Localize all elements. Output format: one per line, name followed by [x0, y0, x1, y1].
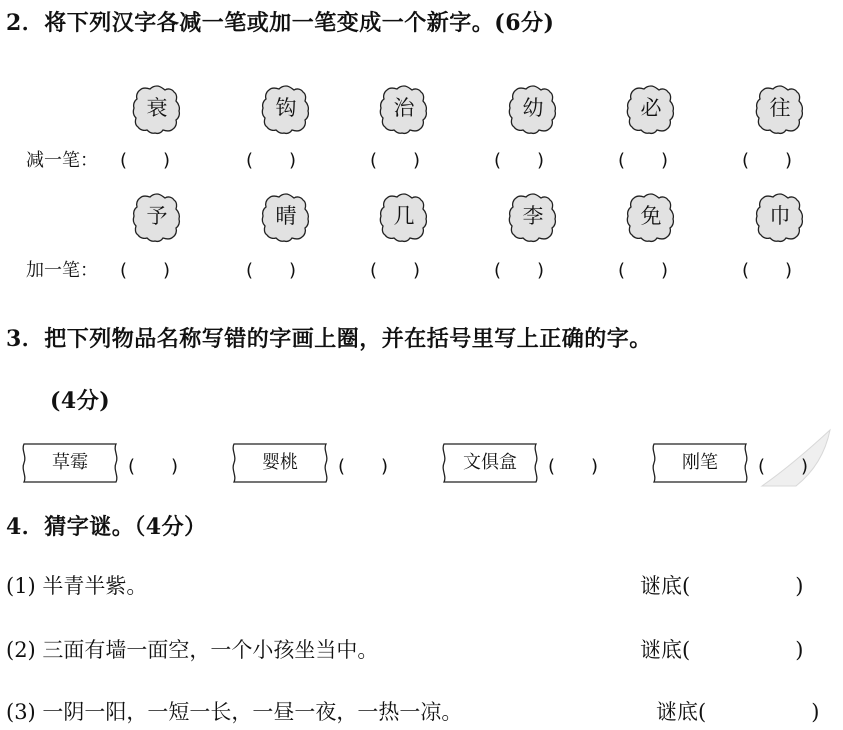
answer-blank[interactable]: ( )	[548, 456, 599, 477]
flower-char-add-4: 李	[506, 190, 560, 244]
answer-blank[interactable]: ( )	[120, 260, 171, 281]
answer-blank[interactable]: ( )	[246, 150, 297, 171]
answer-blank[interactable]: ( )	[246, 260, 297, 281]
answer-blank[interactable]: ( )	[494, 150, 545, 171]
answer-blank[interactable]: ( )	[338, 456, 389, 477]
add-label: 加一笔：	[26, 260, 98, 281]
riddle-1: (1) 半青半紫。	[6, 574, 148, 598]
q4-title: 4．猜字谜。（4分）	[6, 514, 207, 540]
answer-blank[interactable]: ( )	[618, 260, 669, 281]
flower-char-add-3: 几	[377, 190, 431, 244]
scroll-item-1: 草霉	[20, 442, 120, 484]
flower-char-add-1: 予	[130, 190, 184, 244]
flower-char-subtract-2: 钩	[259, 82, 313, 136]
flower-char-subtract-5: 必	[624, 82, 678, 136]
q3-title: 3．把下列物品名称写错的字画上圈，并在括号里写上正确的字。	[6, 326, 652, 352]
scroll-item-3: 文俱盒	[440, 442, 540, 484]
q2-title: 2．将下列汉字各减一笔或加一笔变成一个新字。(6分)	[6, 10, 555, 36]
answer-blank[interactable]: ( )	[758, 456, 809, 477]
q3-score: (4分)	[50, 388, 111, 414]
flower-char-subtract-6: 往	[753, 82, 807, 136]
riddle-2: (2) 三面有墙一面空，一个小孩坐当中。	[6, 638, 379, 662]
flower-char-add-5: 免	[624, 190, 678, 244]
flower-char-subtract-1: 衰	[130, 82, 184, 136]
riddle-3: (3) 一阴一阳，一短一长，一昼一夜，一热一凉。	[6, 700, 463, 724]
flower-char-subtract-3: 治	[377, 82, 431, 136]
riddle-answer-blank[interactable]: 谜底( )	[656, 700, 820, 724]
answer-blank[interactable]: ( )	[494, 260, 545, 281]
subtract-label: 减一笔：	[26, 150, 98, 171]
answer-blank[interactable]: ( )	[120, 150, 171, 171]
flower-char-add-6: 巾	[753, 190, 807, 244]
scroll-item-2: 婴桃	[230, 442, 330, 484]
answer-blank[interactable]: ( )	[128, 456, 179, 477]
answer-blank[interactable]: ( )	[618, 150, 669, 171]
riddle-answer-blank[interactable]: 谜底( )	[640, 574, 804, 598]
riddle-answer-blank[interactable]: 谜底( )	[640, 638, 804, 662]
answer-blank[interactable]: ( )	[742, 150, 793, 171]
answer-blank[interactable]: ( )	[370, 260, 421, 281]
flower-char-subtract-4: 幼	[506, 82, 560, 136]
scroll-item-4: 刚笔	[650, 442, 750, 484]
answer-blank[interactable]: ( )	[742, 260, 793, 281]
answer-blank[interactable]: ( )	[370, 150, 421, 171]
flower-char-add-2: 晴	[259, 190, 313, 244]
